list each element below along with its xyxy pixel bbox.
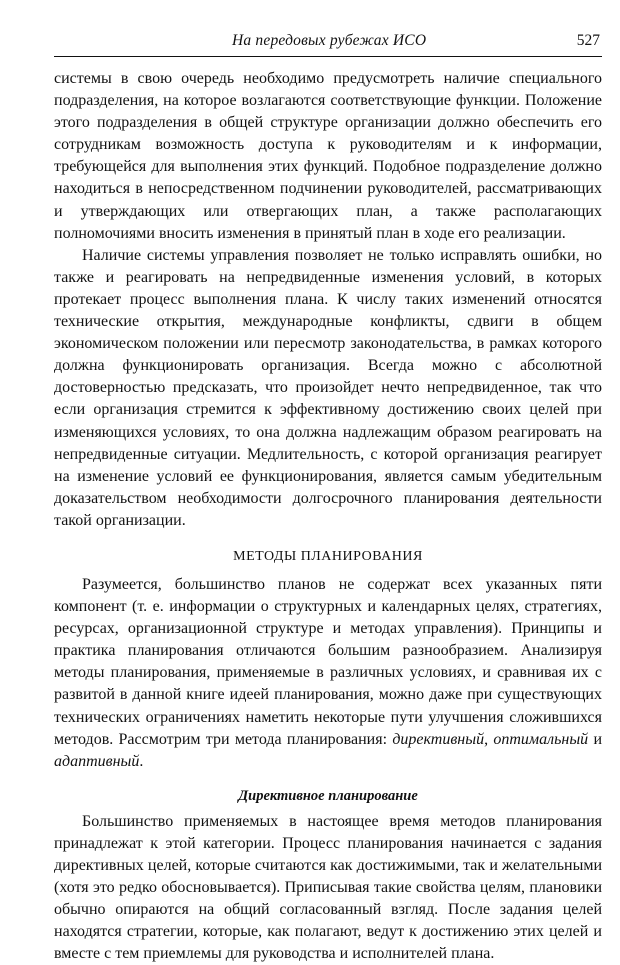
paragraph-1: системы в свою очередь необходимо предусмотреть наличие специального подразделения, на которое возлагаются соответствующие функции. Положение этого подразделения в общей структуре организации должно обеспечить его сотрудникам возможность доступа к руководителям и к информации, требующейся для выполнения этих функций. Подобное подразделение должно находиться в непосредственном подчинении руководителей, рассматривающих и утверждающих или отвергающих план, а также располагающих полномочиями вносить изменения в принятый план в ходе его реализации. [54,70,602,242]
running-header [54,32,602,57]
method-directive: директивный [392,730,485,748]
running-title: На передовых рубежах ИСО [232,32,427,49]
paragraph-4: Большинство применяемых в настоящее время методов планирования принадлежат к этой категории. Процесс планирования начинается с задания директивных целей, которые считаются как достижимыми, так и желательными (хотя это редко обосновывается). Приписывая такие свойства целям, плановики обычно опираются на общий согласованный взгляд. После задания целей находятся стратегии, которые, как полагают, ведут к достижению этих целей и вместе с тем приемлемы для руководства и исполнителей плана. [54,812,602,963]
paragraph-2: Наличие системы управления позволяет не только исправлять ошибки, но также и реагировать на непредвиденные изменения условий, в которых протекает процесс выполнения плана. К числу таких изменений относятся технические открытия, международные конфликты, сдвиги в общем экономическом положении или пересмотр законодательства, в рамках которого должна функционировать организация. Всегда можно с абсолютной достоверностью предсказать, что произойдет нечто непредвиденное, так что если организация стремится к эффективному достижению своих целей при изменяющихся условиях, то она должна надлежащим образом реагировать на непредвиденные ситуации. Медлительность, с которой организация реагирует на изменение условий ее функционирования, является самым убедительным доказательством необходимости долгосрочного планирования деятельности такой организации. [54,246,602,529]
section-title: МЕТОДЫ ПЛАНИРОВАНИЯ [233,548,423,564]
page-number: 527 [576,32,600,49]
subsection-title: Директивное планирование [238,787,418,804]
body-text [54,68,602,965]
separator-1: , [484,730,494,748]
method-adaptive: адаптивный [54,752,140,770]
method-optimal: оптимальный [493,730,589,748]
separator-2: и [588,730,602,748]
paragraph-3-end: . [139,752,144,770]
paragraph-3 [54,574,602,773]
paragraph-3-text: Разумеется, большинство планов не содержат всех указанных пяти компонент (т. е. информации о структурных и календарных целях, стратегиях, ресурсах, организационной структуре и методах управления). Принципы и практика планирования отличаются большим разнообразием. Анализируя методы планирования, применяемые в различных условиях, и сравнивая их с развитой в данной книге идеей планирования, можно даже при существующих технических ограничениях наметить некоторые пути улучшения сложившихся методов. Рассмотрим три метода планирования: [54,575,602,748]
